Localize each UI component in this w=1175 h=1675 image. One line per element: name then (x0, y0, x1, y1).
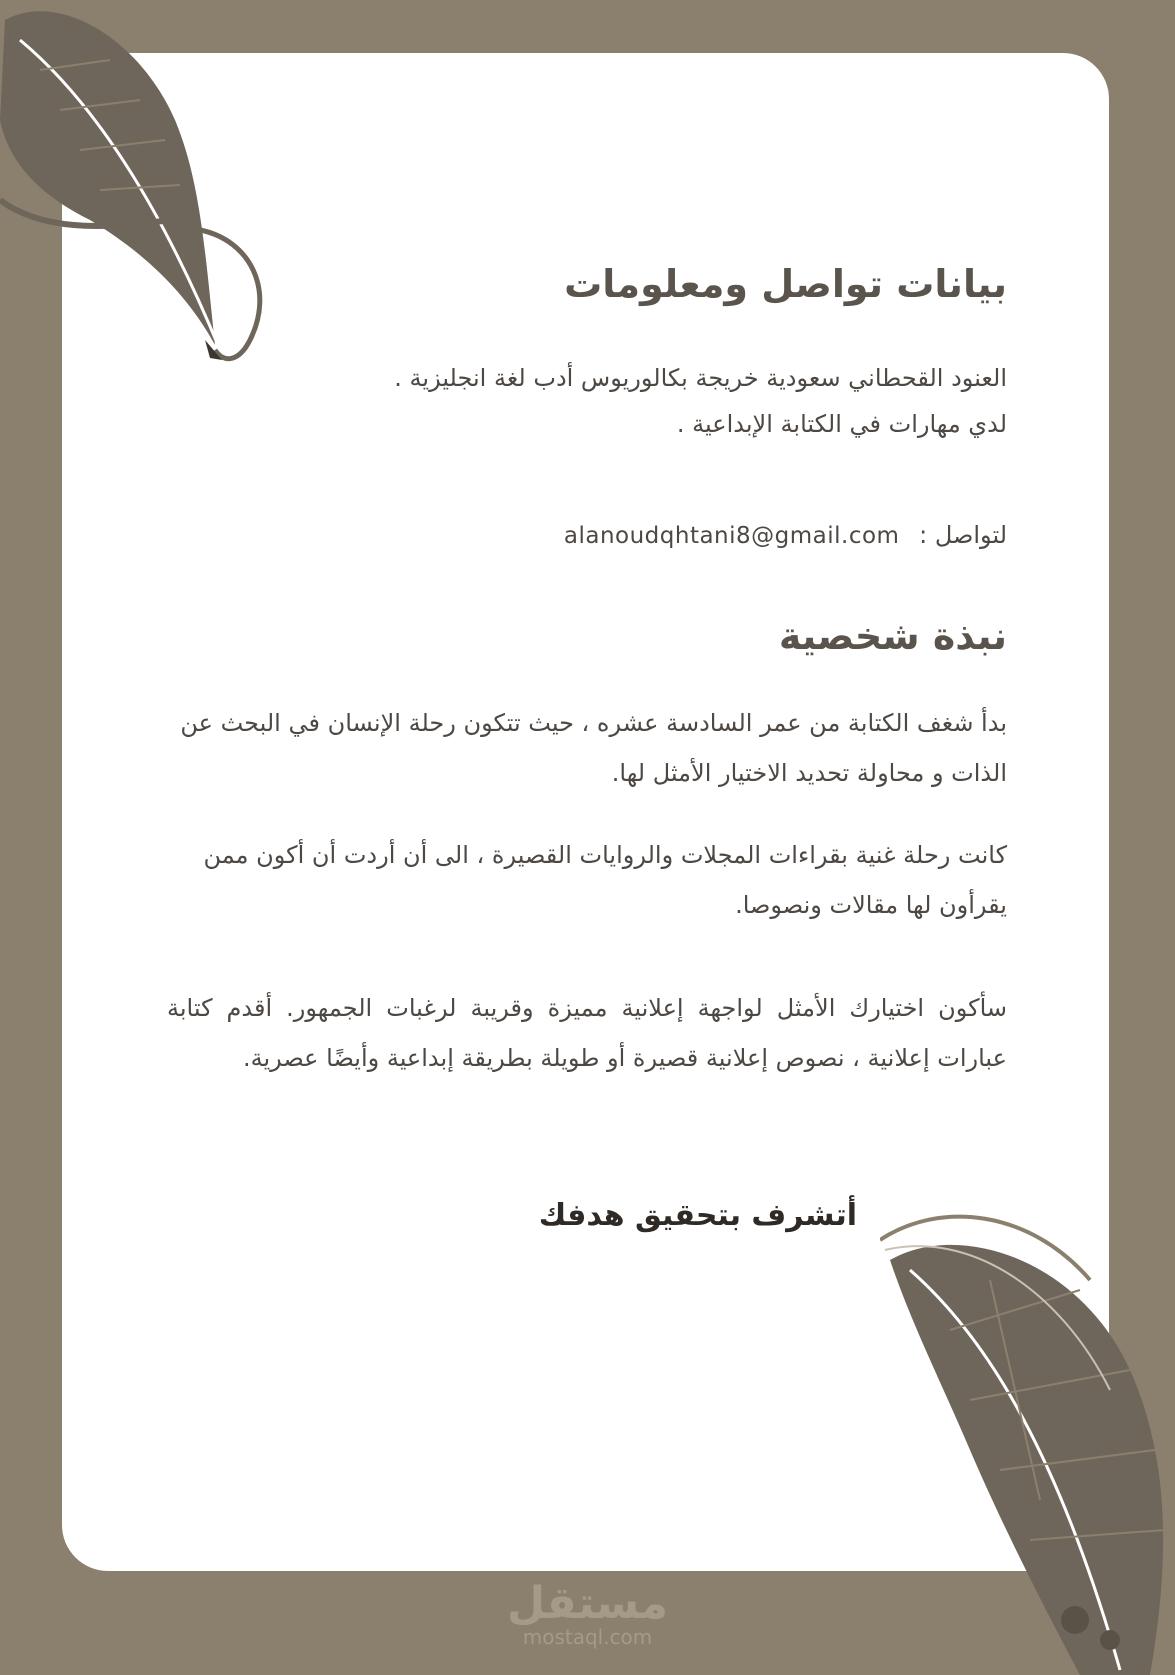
intro-line-1: العنود القحطاني سعودية خريجة بكالوريوس أدب لغة انجليزية . (394, 364, 1007, 392)
contact-row (147, 513, 1007, 558)
watermark-logo: مستقل (507, 1578, 668, 1629)
email-link[interactable]: alanoudqhtani8@gmail.com (563, 523, 900, 549)
profile-heading: نبذة شخصية (778, 614, 1007, 658)
profile-paragraph-2: كانت رحلة غنية بقراءات المجلات والروايات القصيرة ، الى أن أردت أن أكون ممن يقرأون لها مقالات ونصوصا. (203, 841, 1007, 919)
profile-paragraph-1: بدأ شغف الكتابة من عمر السادسة عشره ، حيث تتكون رحلة الإنسان في البحث عن الذات و محاولة تحديد الاختيار الأمثل لها. (180, 709, 1007, 787)
intro-line-2: لدي مهارات في الكتابة الإبداعية . (676, 410, 1007, 438)
contact-label: لتواصل : (919, 521, 1007, 549)
intro-text (147, 355, 1007, 447)
profile-paragraph-3: سأكون اختيارك الأمثل لواجهة إعلانية مميزة وقريبة لرغبات الجمهور. أقدم كتابة عبارات إعلانية ، نصوص إعلانية قصيرة أو طويلة بطريقة إبداعية وأيضًا عصرية. (167, 994, 1007, 1072)
feather-quill-icon (0, 0, 290, 380)
contact-heading: بيانات تواصل ومعلومات (564, 262, 1007, 306)
closing-line: أتشرف بتحقيق هدفك (538, 1198, 857, 1233)
watermark-url: mostaql.com (522, 1625, 653, 1649)
